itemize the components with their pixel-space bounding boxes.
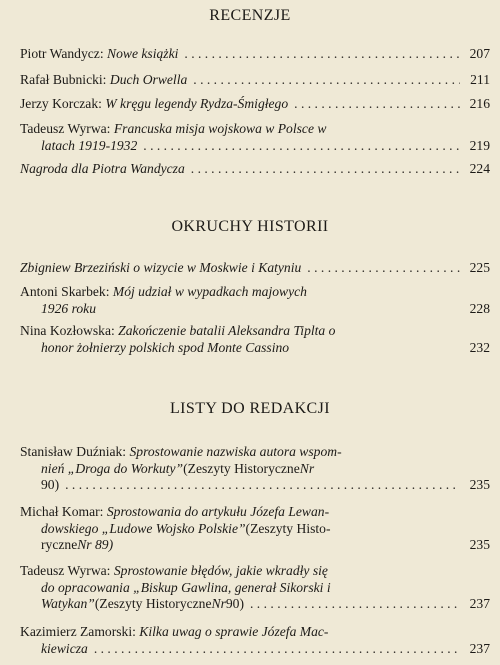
entry-page-number: 225 bbox=[469, 260, 490, 275]
entry-title: Zbigniew Brzeziński o wizycie w Moskwie i Katyniu bbox=[20, 260, 302, 275]
entry-title-line1: Sprostowanie błędów, jakie wkradły się bbox=[113, 563, 328, 578]
entry-title: Nowe książki bbox=[107, 46, 179, 61]
entry-page-number: 235 bbox=[469, 477, 490, 492]
entry-title-plain: (Zeszyty Histo- bbox=[245, 520, 331, 536]
entry-page-number: 216 bbox=[469, 96, 490, 111]
entry-title: W kręgu legendy Rydza-Śmigłego bbox=[105, 96, 289, 111]
entry-author: Michał Komar: bbox=[20, 504, 104, 519]
entry-title-line1: Francuska misja wojskowa w Polsce w bbox=[113, 121, 327, 136]
toc-entry[interactable] bbox=[20, 46, 490, 63]
leader-dots bbox=[143, 138, 460, 155]
entry-title-line1: Sprostowanie nazwiska autora wspom- bbox=[129, 444, 342, 459]
toc-entry[interactable] bbox=[20, 121, 490, 154]
section-heading-listy-do-redakcji: LISTY DO REDAKCJI bbox=[170, 400, 330, 417]
entry-author: Rafał Bubnicki: bbox=[20, 72, 107, 87]
entry-page-number: 235 bbox=[469, 537, 490, 552]
section-heading-recenzje: RECENZJE bbox=[209, 7, 291, 24]
entry-author: Nina Kozłowska: bbox=[20, 323, 115, 338]
entry-author: Tadeusz Wyrwa: bbox=[20, 563, 111, 578]
entry-page-number: 211 bbox=[470, 72, 490, 87]
entry-title-italic: Nr 89) bbox=[77, 537, 114, 552]
entry-page-number: 224 bbox=[469, 161, 490, 176]
entry-title-line2: honor żołnierzy polskich spod Monte Cassino bbox=[41, 339, 290, 355]
entry-title: Duch Orwella bbox=[109, 72, 188, 87]
toc-entry[interactable] bbox=[20, 504, 490, 554]
entry-title-line2: dowskiego „Ludowe Wojsko Polskie” bbox=[41, 520, 246, 536]
entry-title: Nagroda dla Piotra Wandycza bbox=[20, 161, 185, 176]
entry-page-number: 207 bbox=[469, 46, 490, 61]
entry-title-line3: Watykan” bbox=[41, 596, 95, 611]
entry-author: Kazimierz Zamorski: bbox=[20, 624, 136, 639]
leader-dots bbox=[294, 96, 460, 113]
entry-author: Stanisław Duźniak: bbox=[20, 444, 127, 459]
entry-title-line2: 1926 roku bbox=[41, 300, 96, 316]
entry-title-line2: kiewicza bbox=[41, 640, 88, 656]
entry-page-number: 228 bbox=[469, 300, 490, 316]
entry-title-line3: 90) bbox=[41, 477, 60, 492]
toc-entry[interactable] bbox=[20, 284, 490, 317]
entry-title-line3: ryczne bbox=[41, 537, 78, 552]
entry-title-line2: do opracowania „Biskup Gawlina, generał Sikorski i bbox=[41, 579, 331, 595]
leader-dots bbox=[307, 260, 460, 277]
entry-title-plain: (Zeszyty Historyczne bbox=[94, 596, 212, 611]
entry-title-line2: nień „Droga do Workuty” bbox=[41, 460, 184, 476]
toc-entry[interactable] bbox=[20, 563, 490, 613]
leader-dots bbox=[193, 72, 460, 89]
toc-entry[interactable] bbox=[20, 161, 490, 178]
entry-title-italic: Nr bbox=[299, 460, 315, 476]
entry-title-line1: Sprostowania do artykułu Józefa Lewan- bbox=[106, 504, 330, 519]
leader-dots bbox=[65, 477, 460, 494]
toc-entry[interactable] bbox=[20, 444, 490, 494]
entry-title-plain: 90) bbox=[225, 596, 244, 611]
entry-title-line1: Mój udział w wypadkach majowych bbox=[112, 284, 307, 299]
toc-entry[interactable] bbox=[20, 96, 490, 113]
section-heading-okruchy-historii: OKRUCHY HISTORII bbox=[171, 218, 329, 235]
entry-page-number: 232 bbox=[469, 339, 490, 355]
entry-title-line2: latach 1919-1932 bbox=[41, 137, 138, 153]
entry-page-number: 237 bbox=[469, 640, 490, 656]
leader-dots bbox=[94, 641, 460, 658]
toc-entry[interactable] bbox=[20, 624, 490, 657]
entry-author: Jerzy Korczak: bbox=[20, 96, 102, 111]
entry-title-line1: Zakończenie batalii Aleksandra Tiplta o bbox=[118, 323, 336, 338]
entry-page-number: 237 bbox=[469, 596, 490, 611]
toc-entry[interactable] bbox=[20, 260, 490, 277]
entry-title-line1: Kilka uwag o sprawie Józefa Mac- bbox=[139, 624, 329, 639]
toc-entry[interactable] bbox=[20, 72, 490, 89]
entry-title-italic: Nr bbox=[211, 596, 226, 611]
leader-dots bbox=[191, 161, 460, 178]
entry-author: Tadeusz Wyrwa: bbox=[20, 121, 111, 136]
toc-entry[interactable] bbox=[20, 323, 490, 356]
entry-author: Piotr Wandycz: bbox=[20, 46, 104, 61]
leader-dots bbox=[250, 596, 460, 613]
entry-author: Antoni Skarbek: bbox=[20, 284, 110, 299]
entry-title-plain: (Zeszyty Historyczne bbox=[183, 460, 300, 476]
entry-page-number: 219 bbox=[469, 137, 490, 153]
leader-dots bbox=[184, 46, 460, 63]
